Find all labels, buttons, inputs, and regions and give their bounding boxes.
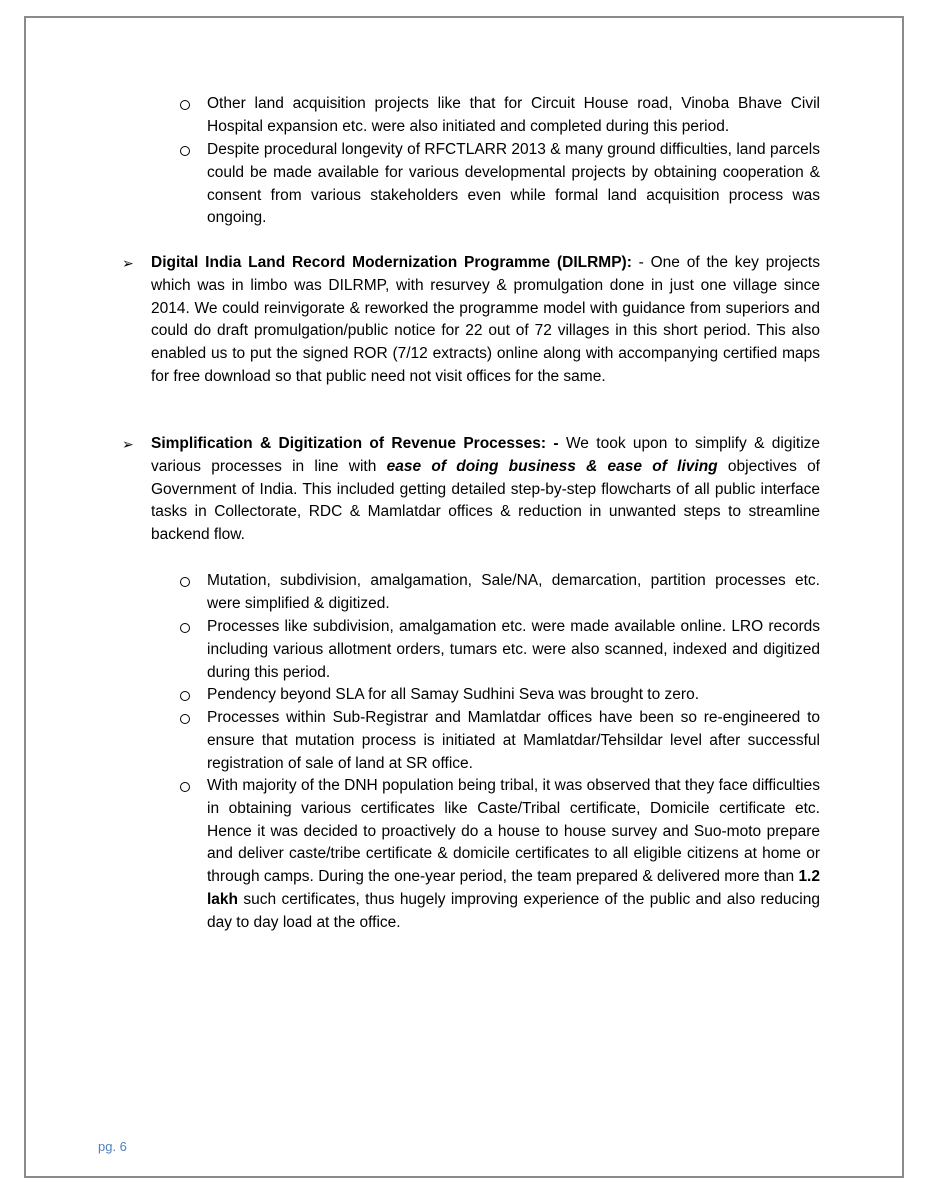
simplification-paragraph [151,433,820,547]
dilrmp-text: - One of the key projects which was in limbo was DILRMP, with resurvey & promulgation done in just one village since 2014. We could reinvigorate & reworked the programme model with guidance from superiors and could do draft promulgation/public notice for 22 out of 72 villages in this short period. This also enabled us to put the signed ROR (7/12 extracts) online along with accompanying certified maps for free download so that public need not visit offices for the same. [151,254,820,385]
simplification-item-5 [207,775,820,935]
circle-bullet-icon [180,714,190,724]
circle-bullet-icon [180,691,190,701]
page-number: pg. 6 [98,1139,127,1154]
land-acquisition-item-2: Despite procedural longevity of RFCTLARR 2013 & many ground difficulties, land parcels could be made available for various developmental projects by obtaining cooperation & consent from various stakeholders even while formal land acquisition process was ongoing. [207,141,820,227]
simplification-item-2: Processes like subdivision, amalgamation etc. were made available online. LRO records including various allotment orders, tumars etc. were also scanned, indexed and digitized during this period. [207,618,820,681]
certificates-text-after: such certificates, thus hugely improving experience of the public and also reducing day to day load at the office. [207,890,820,931]
certificates-emphasis: 1.2 lakh [207,868,820,908]
simplification-item-1: Mutation, subdivision, amalgamation, Sale/NA, demarcation, partition processes etc. were simplified & digitized. [207,572,820,612]
circle-bullet-icon [180,100,190,110]
circle-bullet-icon [180,623,190,633]
dilrmp-paragraph [151,252,820,389]
certificates-text-before: With majority of the DNH population being tribal, it was observed that they face difficulties in obtaining various certificates like Caste/Tribal certificate, Domicile certificate etc. Hence it was decided to proactively do a house to house survey and Suo-moto prepare and deliver caste/tribe certificate & domicile certificates to all eligible citizens at home or through camps. During the one-year period, the team prepared & delivered more than [207,777,820,886]
simplification-item-3: Pendency beyond SLA for all Samay Sudhini Seva was brought to zero. [207,686,699,703]
simplification-heading: Simplification & Digitization of Revenue Processes: - [151,435,559,452]
simplification-text-after: objectives of Government of India. This included getting detailed step-by-step flowcharts of all public interface tasks in Collectorate, RDC & Mamlatdar offices & reduction in unwanted steps to streamline backend flow. [151,457,820,544]
circle-bullet-icon [180,577,190,587]
circle-bullet-icon [180,782,190,792]
simplification-emphasis: ease of doing business & ease of living [386,457,718,475]
dilrmp-heading: Digital India Land Record Modernization Programme (DILRMP): [151,254,632,271]
simplification-item-4: Processes within Sub-Registrar and Mamlatdar offices have been so re-engineered to ensure that mutation process is initiated at Mamlatdar/Tehsildar level after successful registration of sale of land at SR office. [207,709,820,772]
circle-bullet-icon [180,146,190,156]
arrow-bullet-icon: ➢ [122,436,134,452]
land-acquisition-item-1: Other land acquisition projects like that for Circuit House road, Vinoba Bhave Civil Hospital expansion etc. were also initiated and completed during this period. [207,95,820,135]
simplification-text-before: We took upon to simplify & digitize various processes in line with [151,435,821,475]
arrow-bullet-icon: ➢ [122,255,134,271]
